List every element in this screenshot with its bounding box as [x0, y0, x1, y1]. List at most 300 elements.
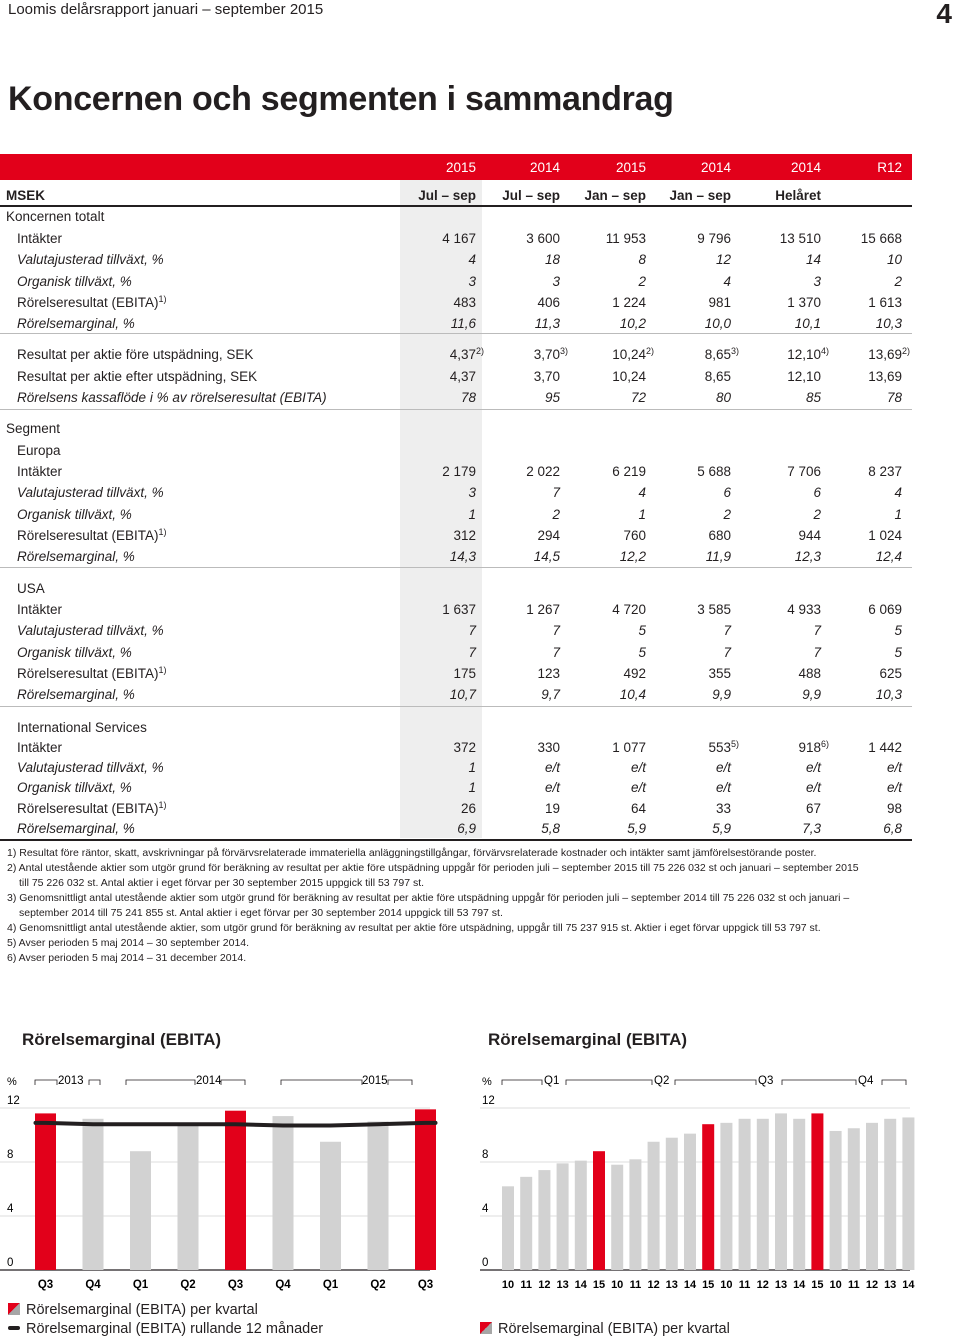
table-cell: 5,9 — [712, 820, 731, 836]
table-row — [0, 526, 912, 546]
x-tick-label: 10 — [720, 1279, 733, 1291]
group-bracket — [882, 1080, 906, 1085]
table-cell: 6 — [723, 485, 731, 501]
x-tick-label: 10 — [829, 1279, 842, 1291]
table-cell: 2 022 — [526, 464, 560, 479]
footnote-ref: 4) — [820, 346, 829, 356]
divider — [0, 567, 912, 568]
table-cell: 4 — [723, 273, 731, 289]
table-cell: 7 — [552, 644, 560, 660]
bar — [611, 1165, 623, 1270]
table-cell: 10,24 — [612, 368, 646, 384]
row-label: Rörelsemarginal, % — [17, 820, 135, 836]
row-label: Intäkter — [17, 464, 63, 479]
table-cell: 13 510 — [779, 231, 821, 246]
table-row — [0, 600, 912, 620]
table-cell: e/t — [805, 780, 821, 796]
table-cell: 26 — [460, 800, 476, 816]
bar — [866, 1123, 878, 1270]
legend-rolling: Rörelsemarginal (EBITA) rullande 12 månader — [8, 1321, 323, 1337]
row-label: Organisk tillväxt, % — [17, 273, 132, 289]
x-tick-label: Q2 — [180, 1279, 196, 1291]
table-row — [0, 621, 912, 641]
x-tick-label: 14 — [574, 1279, 587, 1291]
group-bracket — [675, 1080, 756, 1085]
footnote-ref: 5) — [730, 739, 739, 749]
table-cell: e/t — [886, 760, 902, 776]
table-row — [0, 367, 912, 387]
table-cell: 760 — [623, 527, 646, 543]
row-label: Intäkter — [17, 602, 63, 617]
period-header-row — [0, 186, 912, 206]
table-cell: 7 — [468, 623, 476, 639]
bar — [178, 1124, 199, 1270]
footnote: 3) Genomsnittligt antal utestående aktier som utgör grund för beräkning av resultat per aktie före utspädning uppgår för perioden juli – september 2014 till 75 226 032 st och januari – — [7, 892, 850, 904]
table-cell: 2 — [723, 506, 731, 522]
table-cell: 19 — [544, 800, 560, 816]
table-cell: 98 — [886, 800, 902, 816]
table-cell: 3,70 — [533, 368, 560, 384]
table-cell: 5 — [894, 623, 902, 639]
footnote: september 2014 till 75 241 855 st. Antal aktier i eget förvar per 30 september 2014 uppgick till 53 797 st. — [19, 907, 503, 919]
table-cell: 1 077 — [612, 740, 646, 755]
table-cell: 8,65$^{3)}$ — [704, 346, 739, 362]
row-label: International Services — [17, 720, 147, 735]
table-cell: 15 668 — [860, 231, 902, 246]
table-cell: 13,69 — [868, 368, 902, 384]
x-tick-label: 15 — [811, 1279, 824, 1291]
row-label: Koncernen totalt — [6, 209, 105, 224]
table-cell: 7 — [723, 623, 731, 639]
table-cell: 2 — [638, 273, 646, 289]
group-bracket — [35, 1080, 57, 1085]
group-bracket — [782, 1080, 856, 1085]
table-cell: 7 — [723, 644, 731, 660]
bar — [684, 1134, 696, 1270]
table-cell: e/t — [715, 760, 731, 776]
table-cell: 6 — [813, 485, 821, 501]
bar — [648, 1142, 660, 1270]
row-label: Rörelseresultat (EBITA)$^{1)}$ — [17, 526, 167, 543]
table-cell: 5 688 — [697, 464, 731, 479]
y-tick-label: 12 — [482, 1095, 495, 1107]
table-cell: 3 — [468, 273, 476, 289]
footnote-ref: 2) — [645, 346, 654, 356]
row-label: Organisk tillväxt, % — [17, 780, 132, 796]
bar — [35, 1113, 56, 1270]
table-cell: Jan – sep — [584, 188, 646, 203]
table-cell: Jul – sep — [502, 188, 560, 203]
table-cell: 1 — [468, 780, 476, 796]
table-cell: 330 — [537, 740, 560, 755]
table-cell: 553$^{5)}$ — [708, 739, 739, 755]
table-cell: 1 — [468, 506, 476, 522]
bar — [629, 1159, 641, 1270]
table-cell: 7 — [813, 623, 821, 639]
group-label: Q2 — [654, 1075, 670, 1087]
table-cell: 3 — [468, 485, 476, 501]
table-cell: 1 370 — [787, 294, 821, 310]
table-row — [0, 819, 912, 839]
divider — [0, 409, 912, 410]
footnote: till 75 226 032 st. Antal aktier i eget förvar per 30 september 2015 uppgick till 53 797 st. — [19, 877, 425, 889]
legend-swatch-icon — [8, 1303, 20, 1315]
y-tick-label: 4 — [7, 1203, 14, 1215]
table-cell: 2 — [813, 506, 821, 522]
x-tick-label: 11 — [520, 1279, 533, 1291]
bar — [884, 1119, 896, 1270]
x-tick-label: Q4 — [85, 1279, 101, 1291]
footnote-ref: 2) — [475, 346, 484, 356]
footnote: 6) Avser perioden 5 maj 2014 – 31 december 2014. — [7, 952, 247, 964]
group-bracket — [566, 1080, 652, 1085]
table-cell: 12 — [715, 252, 731, 268]
table-cell: e/t — [886, 780, 902, 796]
table-cell: 8 237 — [868, 464, 902, 479]
legend-line-icon — [8, 1326, 20, 1330]
table-cell: 981 — [708, 294, 731, 310]
table-cell: 11,3 — [534, 316, 560, 332]
table-cell: 10,1 — [794, 316, 821, 332]
table-cell: 6 219 — [612, 464, 646, 479]
footnote: 5) Avser perioden 5 maj 2014 – 30 september 2014. — [7, 937, 250, 949]
footnote: 1) Resultat före räntor, skatt, avskrivningar på förvärvsrelaterade immateriella anläggningstillgångar, förvärvsrelaterade kostnader och intäkter samt jämförelsestörande poster. — [7, 847, 817, 859]
bar — [902, 1117, 914, 1270]
table-cell: 11 953 — [605, 231, 646, 246]
table-cell: 4 720 — [612, 602, 646, 617]
table-cell: 85 — [805, 390, 821, 405]
table-cell: 67 — [805, 800, 821, 816]
table-cell: 9,7 — [541, 687, 560, 703]
table-cell: 4 167 — [442, 231, 476, 246]
page-number: 4 — [936, 0, 952, 29]
row-label: Valutajusterad tillväxt, % — [17, 485, 164, 501]
table-cell: 4 933 — [787, 602, 821, 617]
bar — [793, 1119, 805, 1270]
footnote-ref: 1) — [158, 799, 167, 810]
table-cell: 6 069 — [868, 602, 902, 617]
bar — [520, 1177, 532, 1270]
bar — [830, 1131, 842, 1270]
x-tick-label: 14 — [902, 1279, 915, 1291]
table-row — [0, 293, 912, 313]
group-bracket — [221, 1080, 245, 1085]
table-cell: 7,3 — [802, 820, 821, 836]
table-row — [0, 758, 912, 778]
report-header: Loomis delårsrapport januari – september 2015 — [8, 1, 324, 18]
x-tick-label: 12 — [756, 1279, 769, 1291]
group-label: Q3 — [758, 1075, 774, 1087]
footnote-ref: 3) — [730, 346, 739, 356]
year-header: R12 — [877, 160, 902, 175]
bar — [702, 1124, 714, 1270]
table-cell: 4,37 — [449, 368, 476, 384]
table-cell: 312 — [453, 527, 476, 543]
year-header: 2015 — [615, 160, 646, 175]
y-tick-label: 0 — [7, 1257, 14, 1269]
table-cell: 14,3 — [449, 549, 476, 565]
x-tick-label: 13 — [556, 1279, 569, 1291]
table-row — [0, 314, 912, 334]
footnote: 4) Genomsnittligt antal utestående aktier, som utgör grund för beräkning av resultat per aktie före utspädning, uppgår till 75 237 915 st. Aktier i eget förvar uppgick till 53 797 st. — [7, 922, 821, 934]
table-cell: 1 — [468, 760, 476, 776]
section-title — [0, 419, 912, 439]
row-label: Rörelsemarginal, % — [17, 316, 135, 332]
table-cell: 3,70$^{3)}$ — [533, 346, 568, 362]
divider — [0, 333, 912, 334]
table-cell: 12,10$^{4)}$ — [787, 346, 829, 362]
table-cell: 13,69$^{2)}$ — [868, 346, 910, 362]
x-tick-label: Q1 — [132, 1279, 149, 1291]
table-cell: 355 — [708, 665, 731, 681]
x-tick-label: 11 — [629, 1279, 642, 1291]
table-cell: 2 — [552, 506, 560, 522]
bar — [666, 1138, 678, 1270]
footnote-ref: 1) — [158, 293, 167, 304]
table-cell: 5 — [638, 644, 646, 660]
row-label: Rörelsens kassaflöde i % av rörelseresultat (EBITA) — [17, 390, 327, 405]
table-cell: 9,9 — [802, 687, 821, 703]
bar — [83, 1119, 104, 1270]
table-cell: 2 179 — [442, 464, 476, 479]
row-label: Organisk tillväxt, % — [17, 644, 132, 660]
chart-right-title: Rörelsemarginal (EBITA) — [488, 1030, 688, 1049]
y-tick-label: 8 — [482, 1149, 489, 1161]
bar — [575, 1161, 587, 1270]
table-cell: 10,3 — [875, 687, 902, 703]
x-tick-label: 10 — [501, 1279, 515, 1291]
row-label: Valutajusterad tillväxt, % — [17, 252, 164, 268]
group-bracket — [126, 1080, 195, 1085]
bar — [538, 1170, 550, 1270]
row-label: Europa — [17, 443, 61, 458]
x-tick-label: Q3 — [417, 1279, 434, 1291]
table-cell: 3 585 — [697, 602, 731, 617]
bar — [757, 1119, 769, 1270]
table-cell: 33 — [715, 800, 731, 816]
footnote: 2) Antal utestående aktier som utgör grund för beräkning av resultat per aktie före utspädning uppgår för perioden juli – september 2015 till 75 226 032 st och januari – september 2015 — [7, 862, 859, 874]
table-cell: 3 — [552, 273, 560, 289]
table-cell: 14 — [805, 252, 821, 268]
row-label: Rörelseresultat (EBITA)$^{1)}$ — [17, 799, 167, 816]
table-cell: 12,10 — [787, 368, 821, 384]
table-row — [0, 664, 912, 684]
table-cell: 3 600 — [526, 231, 560, 246]
segment-title — [0, 718, 912, 738]
x-tick-label: Q2 — [370, 1279, 386, 1291]
table-cell: e/t — [805, 760, 821, 776]
group-bracket — [281, 1080, 362, 1085]
table-row — [0, 272, 912, 292]
row-label: MSEK — [6, 188, 46, 203]
bar — [130, 1151, 151, 1270]
table-cell: Helåret — [775, 188, 821, 203]
bar — [320, 1142, 341, 1270]
footnote-ref: 6) — [820, 739, 829, 749]
group-bracket — [89, 1080, 100, 1085]
x-tick-label: 12 — [538, 1279, 551, 1291]
table-row — [0, 738, 912, 758]
row-label: Rörelsemarginal, % — [17, 687, 135, 703]
table-cell: 18 — [544, 252, 560, 268]
table-cell: 4 — [468, 252, 476, 268]
table-cell: 1 442 — [868, 740, 902, 755]
table-cell: 10,24$^{2)}$ — [612, 346, 654, 362]
table-cell: 14,5 — [533, 549, 560, 565]
table-cell: 72 — [630, 390, 646, 405]
table-cell: 64 — [630, 800, 646, 816]
year-header: 2014 — [790, 160, 821, 175]
margin-by-year-chart — [476, 1065, 936, 1295]
table-cell: 372 — [453, 740, 476, 755]
table-cell: 680 — [708, 527, 731, 543]
table-cell: 12,4 — [875, 549, 902, 565]
table-cell: 7 — [468, 644, 476, 660]
section-title — [0, 207, 912, 227]
x-tick-label: 11 — [847, 1279, 860, 1291]
x-tick-label: 14 — [683, 1279, 697, 1291]
row-label: Intäkter — [17, 740, 63, 755]
x-tick-label: 15 — [702, 1279, 715, 1291]
table-cell: e/t — [544, 760, 560, 776]
x-tick-label: Q3 — [37, 1279, 54, 1291]
table-cell: Jul – sep — [418, 188, 476, 203]
rolling-line — [36, 1123, 436, 1126]
bar — [557, 1163, 569, 1270]
group-label: Q4 — [858, 1075, 874, 1087]
bar — [775, 1113, 787, 1270]
footnote-ref: 3) — [559, 346, 568, 356]
year-header: 2015 — [445, 160, 476, 175]
group-label: 2015 — [362, 1075, 388, 1087]
row-label: Valutajusterad tillväxt, % — [17, 623, 164, 639]
table-row — [0, 345, 912, 365]
bar — [225, 1111, 246, 1270]
table-cell: 4 — [638, 485, 646, 501]
y-tick-label: 4 — [482, 1203, 489, 1215]
table-cell: 5 — [638, 623, 646, 639]
group-label: 2013 — [58, 1075, 84, 1087]
x-tick-label: 13 — [884, 1279, 897, 1291]
table-cell: 7 — [552, 623, 560, 639]
table-cell: 9 796 — [697, 231, 731, 246]
bar — [848, 1128, 860, 1270]
table-cell: 1 224 — [612, 294, 646, 310]
table-row — [0, 547, 912, 567]
legend-quarterly-right: Rörelsemarginal (EBITA) per kvartal — [480, 1321, 730, 1337]
x-tick-label: 12 — [647, 1279, 660, 1291]
table-cell: 11,6 — [450, 316, 476, 332]
table-row — [0, 643, 912, 663]
row-label: Rörelseresultat (EBITA)$^{1)}$ — [17, 664, 167, 681]
table-cell: 9,9 — [712, 687, 731, 703]
row-label: USA — [17, 581, 45, 596]
table-cell: 1 267 — [526, 602, 560, 617]
table-cell: 78 — [886, 390, 902, 405]
group-label: Q1 — [544, 1075, 560, 1087]
y-tick-label: 0 — [482, 1257, 489, 1269]
footnote-ref: 1) — [158, 664, 167, 675]
group-bracket — [388, 1080, 412, 1085]
table-row — [0, 229, 912, 249]
x-tick-label: Q4 — [275, 1279, 291, 1291]
table-cell: 1 637 — [442, 602, 476, 617]
quarterly-margin-chart — [0, 1065, 434, 1295]
bar — [720, 1123, 732, 1270]
table-cell: 7 706 — [787, 464, 821, 479]
table-cell: 12,2 — [619, 549, 646, 565]
x-tick-label: 12 — [865, 1279, 879, 1291]
y-unit-label: % — [482, 1076, 492, 1088]
legend-quarterly: Rörelsemarginal (EBITA) per kvartal — [8, 1302, 258, 1318]
table-cell: 918$^{6)}$ — [798, 739, 829, 755]
row-label: Valutajusterad tillväxt, % — [17, 760, 164, 776]
table-cell: 1 024 — [868, 527, 902, 543]
table-cell: 2 — [894, 273, 902, 289]
table-cell: 1 — [894, 506, 902, 522]
table-cell: 123 — [537, 665, 560, 681]
row-label: Resultat per aktie efter utspädning, SEK — [17, 368, 258, 384]
x-tick-label: 15 — [592, 1279, 606, 1291]
table-row — [0, 505, 912, 525]
bar — [739, 1119, 751, 1270]
legend-swatch-icon — [480, 1322, 492, 1334]
table-cell: Jan – sep — [669, 188, 731, 203]
table-row — [0, 250, 912, 270]
table-cell: 6,9 — [457, 820, 476, 836]
bar — [811, 1113, 823, 1270]
bar — [502, 1186, 514, 1270]
divider — [0, 706, 912, 707]
table-cell: e/t — [630, 780, 646, 796]
table-cell: 10,2 — [619, 316, 646, 332]
table-cell: 625 — [879, 665, 902, 681]
x-tick-label: 10 — [611, 1279, 624, 1291]
table-cell: 10,4 — [619, 687, 646, 703]
table-cell: e/t — [715, 780, 731, 796]
table-cell: 8 — [638, 252, 646, 268]
table-cell: 5 — [894, 644, 902, 660]
group-bracket — [502, 1080, 542, 1085]
bar — [273, 1116, 294, 1270]
chart-left-title: Rörelsemarginal (EBITA) — [22, 1030, 222, 1049]
x-tick-label: 14 — [793, 1279, 806, 1291]
page-title: Koncernen och segmenten i sammandrag — [8, 80, 674, 118]
table-row — [0, 462, 912, 482]
footnote-ref: 1) — [158, 526, 167, 537]
table-cell: 10,7 — [449, 687, 476, 703]
table-cell: 12,3 — [794, 549, 821, 565]
x-tick-label: 11 — [738, 1279, 751, 1291]
table-cell: 406 — [537, 294, 560, 310]
y-tick-label: 8 — [7, 1149, 14, 1161]
table-cell: e/t — [630, 760, 646, 776]
table-cell: 10 — [886, 252, 902, 268]
table-cell: 11,9 — [705, 549, 731, 565]
bar — [593, 1151, 605, 1270]
segment-title — [0, 579, 912, 599]
table-cell: 4,37$^{2)}$ — [449, 346, 484, 362]
table-cell: 175 — [453, 665, 476, 681]
table-cell: 78 — [460, 390, 476, 405]
table-cell: 5,9 — [627, 820, 646, 836]
table-cell: 492 — [623, 665, 646, 681]
table-cell: 3 — [813, 273, 821, 289]
year-header: 2014 — [529, 160, 560, 175]
bar — [368, 1122, 389, 1271]
row-label: Intäkter — [17, 231, 63, 246]
table-cell: 5,8 — [541, 820, 560, 836]
